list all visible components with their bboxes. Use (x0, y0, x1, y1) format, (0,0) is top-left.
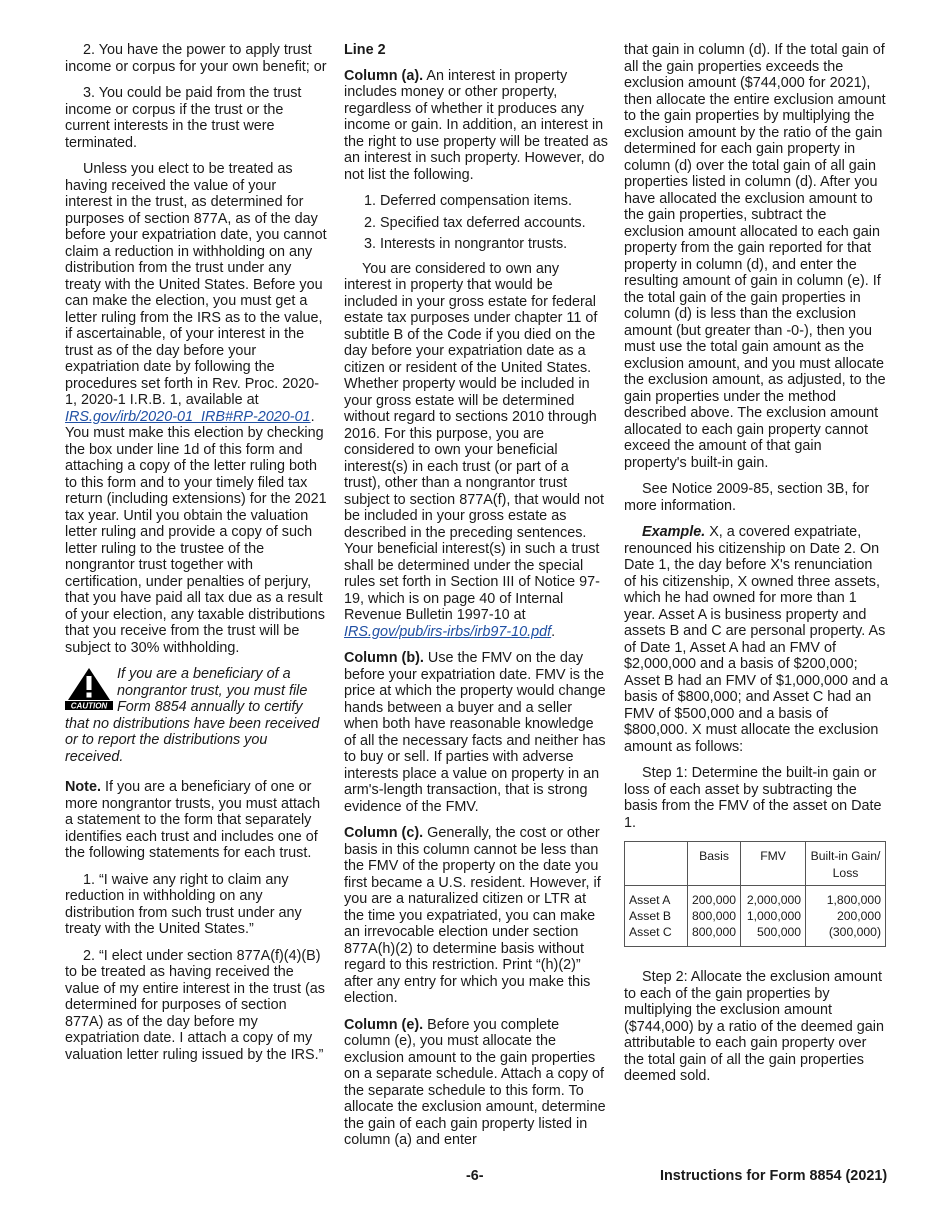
basis-value: 200,000 (692, 893, 737, 907)
page-number: -6- (466, 1168, 484, 1184)
step-1-paragraph: Step 1: Determine the built-in gain or loss of each asset by subtracting the basis from the FMV of the asset on Date 1. (624, 765, 882, 831)
ownership-text-b: . (551, 623, 556, 640)
gain-value: 1,800,000 (826, 893, 881, 907)
exclusion-item: 3. Interests in nongrantor trusts. (364, 236, 568, 252)
table-row (625, 886, 886, 947)
election-paragraph (65, 161, 327, 656)
basis-cell (688, 886, 741, 947)
column-e-paragraph (344, 1017, 608, 1149)
asset-name: Asset C (629, 925, 672, 939)
fmv-value: 2,000,000 (746, 893, 802, 907)
table-header-row (625, 842, 886, 886)
column-a-label: Column (a). (344, 67, 424, 84)
step-2-paragraph: Step 2: Allocate the exclusion amount to each of the gain properties by multiplying the exclusion amount ($744,000) by a ratio of the deemed gain attributable to each gain property over the total gain of all the gain properties deemed sold. (624, 969, 885, 1084)
table-header-cell (625, 842, 688, 886)
caution-text: If you are a beneficiary of a nongrantor trust, you must file Form 8854 annually to certify that no distributions have been received or to report the distributions you received. (65, 666, 320, 765)
column-2 (344, 42, 608, 1159)
caution-box (65, 666, 327, 765)
column-c-paragraph (344, 825, 608, 1007)
column-c-label: Column (c). (344, 825, 424, 841)
fmv-value: 500,000 (757, 925, 802, 939)
exclusion-list (344, 193, 608, 253)
column-b-paragraph (344, 650, 608, 815)
example-paragraph (624, 524, 888, 755)
column-b-label: Column (b). (344, 650, 424, 666)
example-text: X, a covered expatriate, renounced his citizenship on Date 2. On Date 1, the day before X's renunciation of his citizenship, X owned three assets, which he had owned for more than 1 year. Asset A is business property and assets B and C are personal property. As of Date 1, Asset A had an FMV of $2,000,000 and a basis of $200,000; Asset B had an FMV of $1,000,000 and a basis of $800,000; and Asset C had an FMV of $500,000 and a basis of $800,000. X must allocate the exclusion amount as follows: (624, 524, 889, 755)
basis-value: 800,000 (692, 909, 737, 923)
fmv-value: 1,000,000 (746, 909, 802, 923)
exclusion-item: 1. Deferred compensation items. (364, 193, 572, 209)
table-header-cell: Built-in Gain/ Loss (806, 842, 886, 886)
gain-value: (300,000) (828, 925, 881, 939)
irb97-10-link[interactable]: IRS.gov/pub/irs-irbs/irb97-10.pdf (344, 623, 552, 640)
list-item-2: 2. You have the power to apply trust income or corpus for your own benefit; or (65, 42, 327, 75)
list-item-3: 3. You could be paid from the trust income or corpus if the trust or the current interests in the trust were terminated. (65, 85, 302, 151)
gain-value: 200,000 (836, 909, 881, 923)
column-c-text: Generally, the cost or other basis in this column cannot be less than the FMV of the property on the date you first became a U.S. resident. However, if you are a naturalized citizen or LTR at the time you expatriated, you can make an irrevocable election under section 877A(h)(2) to determine basis without regard to this restriction. Print “(h)(2)” after any entry for which you make this election. (344, 825, 601, 1006)
asset-table (624, 841, 886, 947)
form-name: Instructions for Form 8854 (2021) (660, 1168, 888, 1184)
see-notice-paragraph: See Notice 2009-85, section 3B, for more information. (624, 481, 870, 514)
line-2-heading: Line 2 (344, 42, 386, 58)
column-1 (65, 42, 327, 1073)
ownership-paragraph (344, 261, 608, 641)
ownership-text-a: You are considered to own any interest in property that would be included in your gross estate for federal estate tax purposes under chapter 11 of subtitle B of the Code if you died on the day before your expatriation date as a citizen or resident of the United States. Whether property would be included in your gross estate will be determined without regard to sections 2010 through 2016. For this purpose, you are considered to own your beneficial interest(s) in each trust (or part of a trust), other than a nongrantor trust subject to section 877A(f), that would not be included in your gross estate as described in the preceding sentences. Your beneficial interest(s) in such a trust shall be determined under the special rules set forth in Section III of Notice 97-19, which is on page 40 of Internal Revenue Bulletin 1997-10 at (344, 260, 604, 623)
note-label: Note. (65, 779, 101, 795)
statement-1: 1. “I waive any right to claim any reduction in withholding on any distribution from such trust under any treaty with the United States.” (65, 871, 302, 937)
election-text-b: . You must make this election by checking the box under line 1d of this form and attaching a copy of the letter ruling both to this form and to your timely filed tax return (including extensions) for the 2021 tax year. Until you obtain the valuation letter ruling and provide a copy of such letter ruling to the trustee of the nongrantor trust together with certification, under penalties of perjury, that you have paid all tax due as a result of your election, any taxable distributions that you receive from the trust will be subject to 30% withholding. (65, 408, 327, 656)
caution-label: CAUTION (70, 701, 108, 710)
example-label: Example. (642, 524, 706, 540)
asset-name: Asset B (629, 909, 671, 923)
fmv-cell (741, 886, 806, 947)
gain-cell (806, 886, 886, 947)
column-e-label: Column (e). (344, 1016, 424, 1033)
column-b-text: Use the FMV on the day before your expatriation date. FMV is the price at which the property would change hands between a buyer and a seller when both have reasonable knowledge of all the necessary facts and neither has to buy or sell. If parties with adverse interests place a value on property in an arm's-length transaction, that is strong evidence of the FMV. (344, 650, 606, 815)
note-paragraph (65, 779, 327, 862)
exclusion-item: 2. Specified tax deferred accounts. (364, 214, 586, 231)
irb-2020-01-link[interactable]: IRS.gov/irb/2020-01_IRB#RP-2020-01 (65, 408, 311, 425)
continued-paragraph: that gain in column (d). If the total gain of all the gain properties exceeds the exclusion amount ($744,000 for 2021), then allocate the entire exclusion amount to the gain properties by multiplying the exclusion amount by the ratio of the gain determined for each gain property in column (d) over the total gain of all gain properties listed in column (d). After you have allocated the exclusion amount to the gain properties, subtract the exclusion amount allocated to each gain property from the gain reported for that property in column (d), and enter the resulting amount of gain in column (e). If the total gain of the gain properties in column (d) is less than the exclusion amount (but greater than -0-), then you must use the total gain amount as the exclusion amount, and you must allocate the exclusion amount, as adjusted, to the gain properties under the method described above. The exclusion amount allocated to each gain property cannot exceed the amount of that gain property's built-in gain. (624, 42, 886, 471)
statement-2: 2. “I elect under section 877A(f)(4)(B) to be treated as having received the value of my entire interest in the trust (as determined for purposes of section 877A) as of the day before my expatriation date. I attach a copy of my valuation letter ruling issued by the IRS.” (65, 947, 325, 1063)
note-text: If you are a beneficiary of one or more nongrantor trusts, you must attach a statement to the form that separately identifies each trust and includes one of the following statements for each trust. (65, 779, 321, 861)
asset-name-cell (625, 886, 688, 947)
column-a-text: An interest in property includes money or other property, regardless of whether it produces any income or gain. In addition, an interest in the right to use property will be treated as an interest in such property. However, do not list the following. (344, 67, 608, 183)
column-a-paragraph (344, 68, 608, 184)
column-3 (624, 42, 888, 1095)
election-text-a: Unless you elect to be treated as having received the value of your interest in the trust, as determined for purposes of section 877A, as of the day before your expatriation date, you cannot claim a reduction in withholding on any distribution from the trust under any treaty with the United States. Before you can make the election, you must get a letter ruling from the IRS as to the value, if ascertainable, of your interest in the trust as of the day before your expatriation date by following the procedures set forth in Rev. Proc. 2020-1, 2020-1 I.R.B. 1, available at (65, 161, 327, 408)
table-header-cell: Basis (688, 842, 741, 886)
asset-name: Asset A (629, 893, 671, 907)
table-header-cell: FMV (741, 842, 806, 886)
column-e-text: Before you complete column (e), you must allocate the exclusion amount to the gain properties on a separate schedule. Attach a copy of the separate schedule to this form. To allocate the exclusion amount, determine the gain of each gain property listed in column (a) and enter (344, 1016, 606, 1148)
caution-icon (65, 666, 113, 710)
basis-value: 800,000 (692, 925, 737, 939)
